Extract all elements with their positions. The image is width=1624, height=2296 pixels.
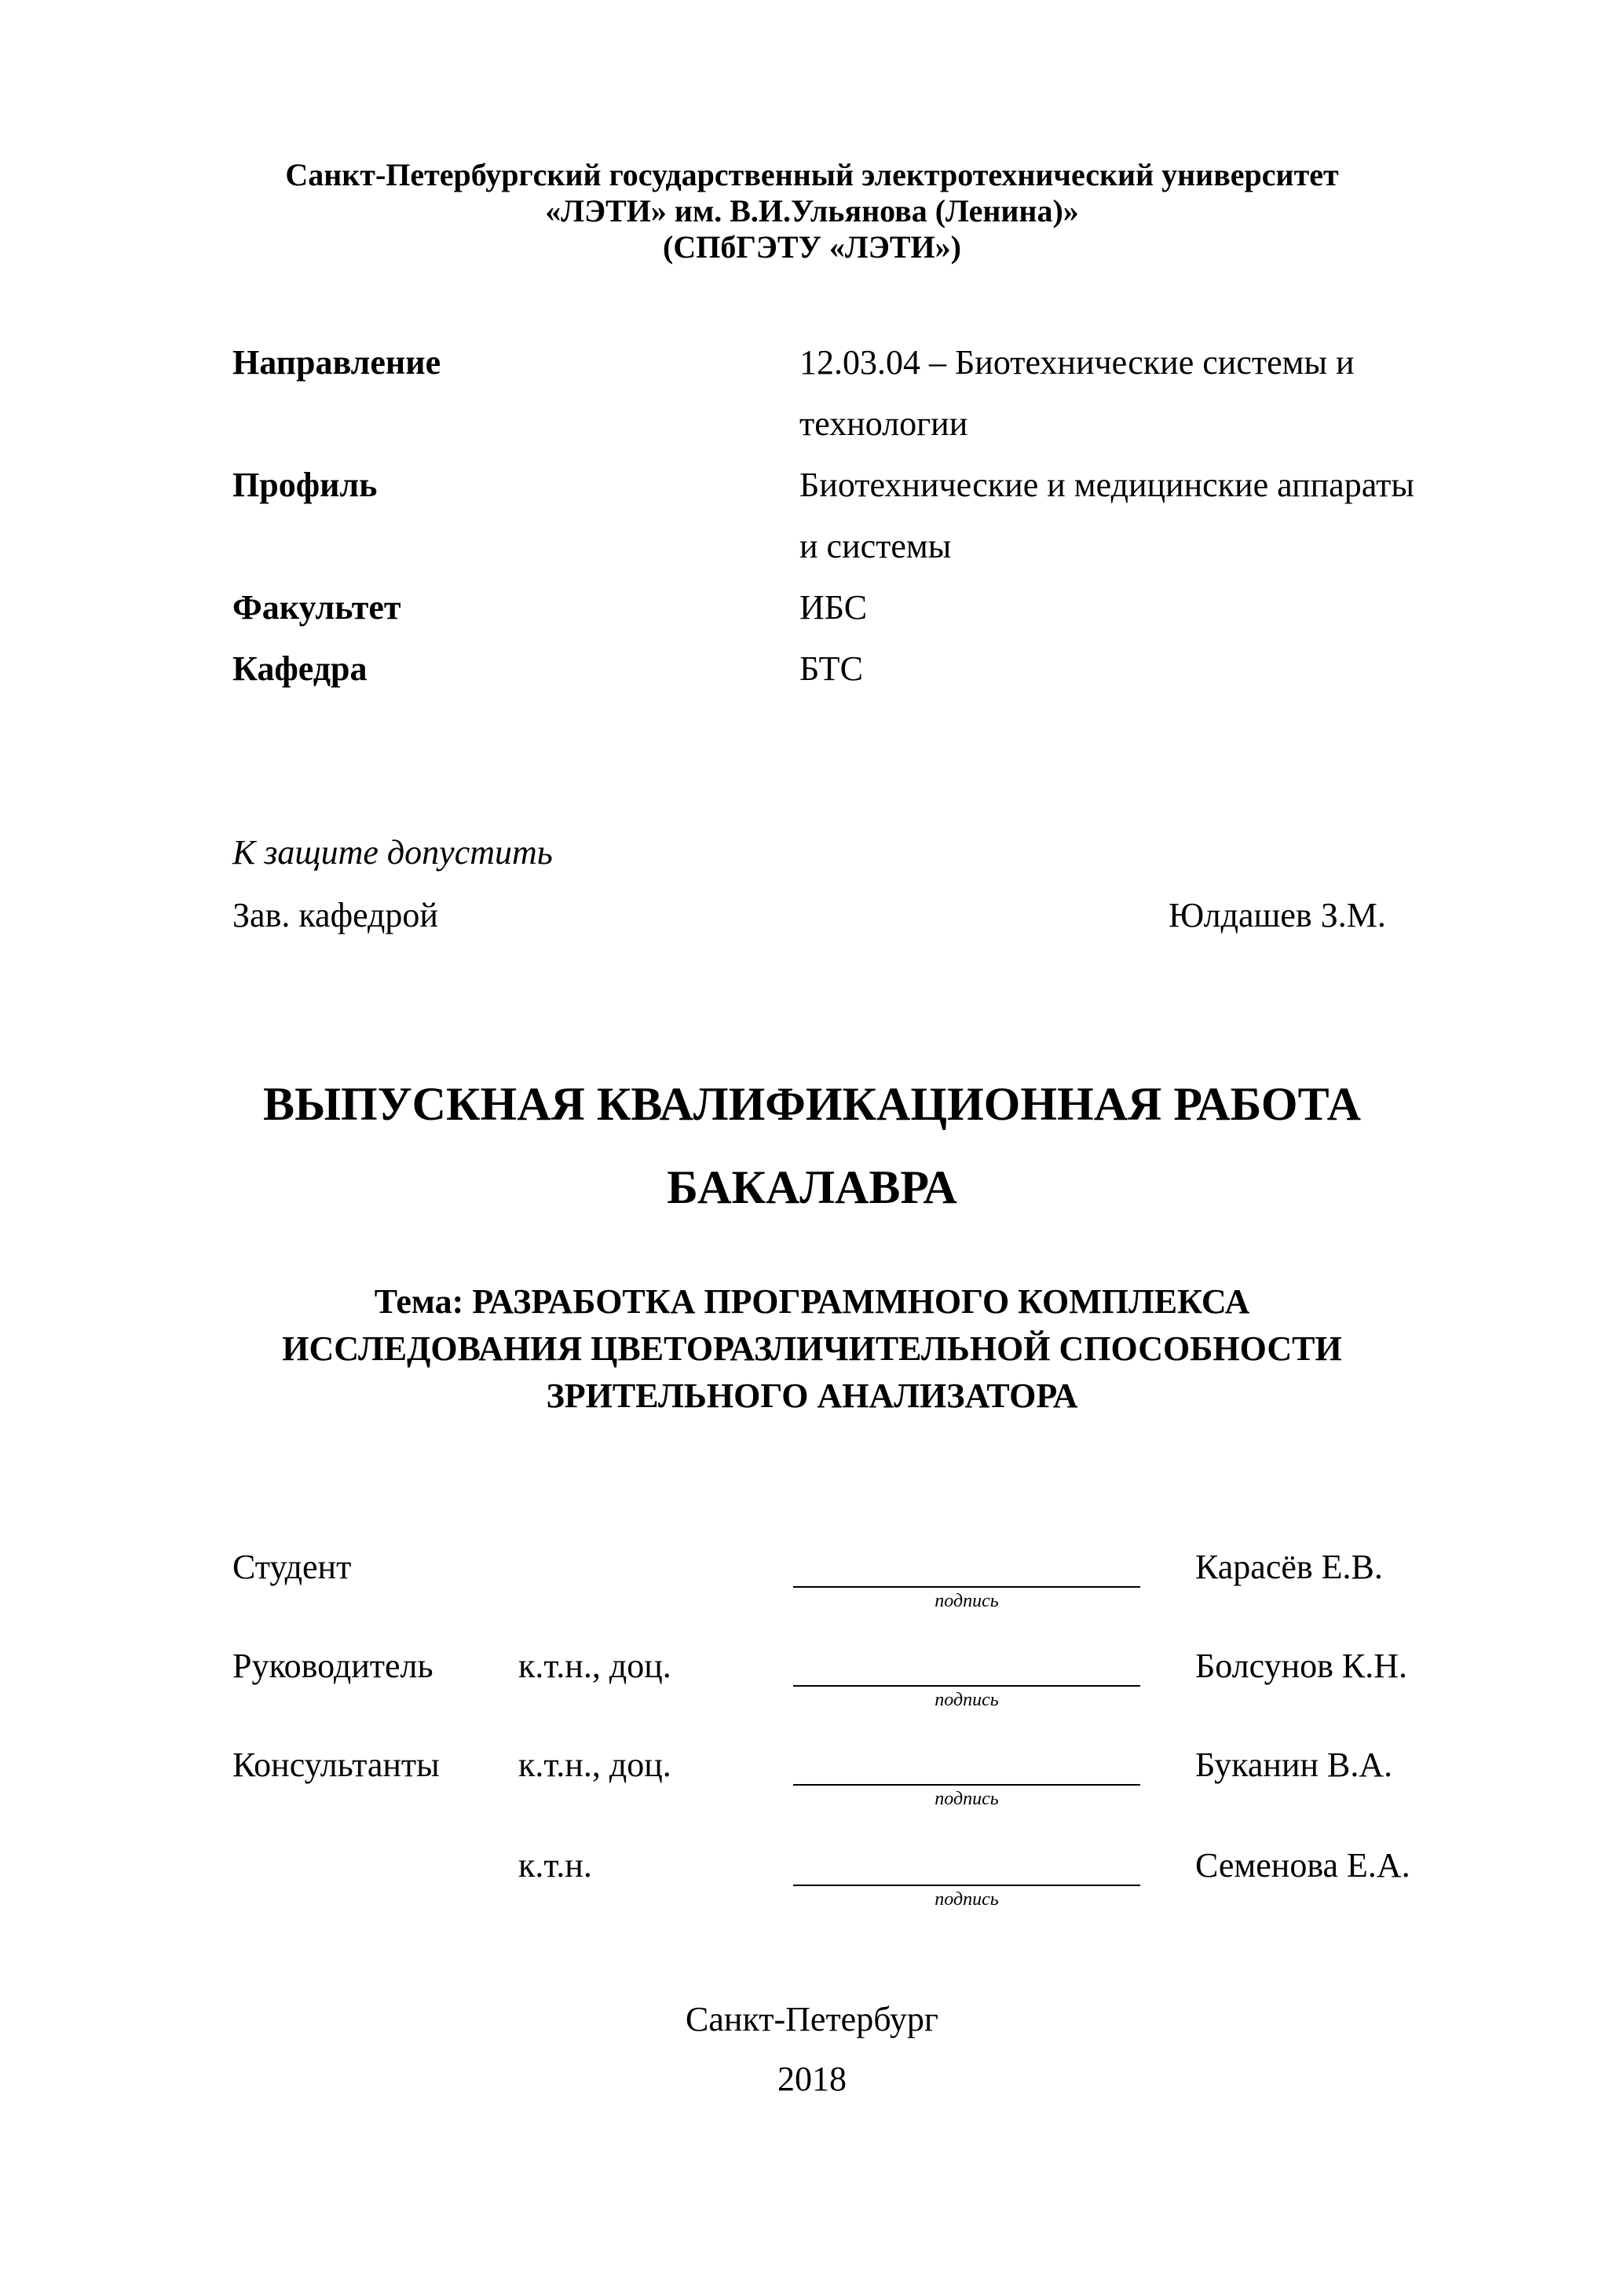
consultant2-signature-caption: подпись <box>935 1889 999 1910</box>
profile-label: Профиль <box>232 466 378 504</box>
direction-value: 12.03.04 – Биотехнические системы и <box>799 343 1355 382</box>
university-abbr: (СПбГЭТУ «ЛЭТИ») <box>663 229 961 265</box>
university-name: Санкт-Петербургский государственный электротехнический университет <box>285 157 1339 192</box>
approval-name: Юлдашев З.М. <box>1169 896 1386 934</box>
topic-line2: ИССЛЕДОВАНИЯ ЦВЕТОРАЗЛИЧИТЕЛЬНОЙ СПОСОБНОСТИ <box>282 1329 1342 1368</box>
supervisor-signature-line <box>793 1685 1140 1687</box>
direction-value-cont: технологии <box>799 404 968 443</box>
footer-year: 2018 <box>777 2060 847 2098</box>
supervisor-role: Руководитель <box>232 1647 433 1685</box>
student-name: Карасёв Е.В. <box>1195 1548 1383 1586</box>
faculty-label: Факультет <box>232 588 401 627</box>
university-header <box>0 157 1624 265</box>
topic-line3: ЗРИТЕЛЬНОГО АНАЛИЗАТОРА <box>546 1377 1078 1415</box>
approval-title: К защите допустить <box>232 833 553 872</box>
university-subname: «ЛЭТИ» им. В.И.Ульянова (Ленина)» <box>545 193 1079 229</box>
department-label: Кафедра <box>232 649 368 688</box>
consultants-role: Консультанты <box>232 1746 440 1784</box>
consultant1-signature-line <box>793 1784 1140 1786</box>
work-title-line1: ВЫПУСКНАЯ КВАЛИФИКАЦИОННАЯ РАБОТА <box>263 1078 1361 1130</box>
approval-role: Зав. кафедрой <box>232 896 438 934</box>
profile-value-cont: и системы <box>799 527 952 565</box>
supervisor-name: Болсунов К.Н. <box>1195 1647 1408 1685</box>
consultant2-signature-line <box>793 1885 1140 1886</box>
supervisor-signature-caption: подпись <box>935 1690 999 1710</box>
consultant1-degree: к.т.н., доц. <box>518 1746 671 1784</box>
consultant2-name: Семенова Е.А. <box>1195 1846 1410 1885</box>
consultant1-name: Буканин В.А. <box>1195 1746 1393 1784</box>
supervisor-degree: к.т.н., доц. <box>518 1647 671 1685</box>
topic-line1: Тема: РАЗРАБОТКА ПРОГРАММНОГО КОМПЛЕКСА <box>374 1282 1250 1321</box>
footer-city: Санкт-Петербург <box>686 2000 938 2038</box>
student-role: Студент <box>232 1548 352 1586</box>
faculty-value: ИБС <box>799 588 868 627</box>
work-title-line2: БАКАЛАВРА <box>667 1161 957 1213</box>
direction-label: Направление <box>232 343 441 382</box>
profile-value: Биотехнические и медицинские аппараты <box>799 466 1414 504</box>
student-signature-caption: подпись <box>935 1591 999 1611</box>
student-signature-line <box>793 1586 1140 1588</box>
consultant1-signature-caption: подпись <box>935 1789 999 1809</box>
work-topic <box>0 1278 1624 1420</box>
department-value: БТС <box>799 649 863 688</box>
consultant2-degree: к.т.н. <box>518 1846 592 1885</box>
